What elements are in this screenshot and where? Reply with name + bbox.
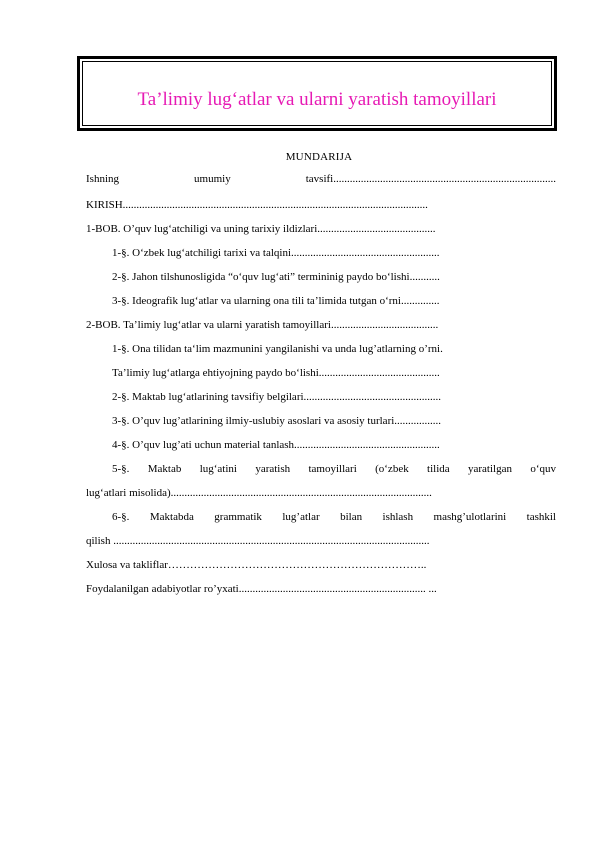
toc-line-3: 1-BOB. O’quv lug‘atchiligi va uning tarixiy ildizlari........................................... — [86, 223, 436, 235]
toc-line-8: 1-§. Ona tilidan ta‘lim mazmunini yangilanishi va unda lug’atlarning o’rni. — [112, 343, 443, 355]
title-box — [77, 56, 557, 131]
toc-line-10: 2-§. Maktab lug‘atlarining tavsifiy belgilari.................................................. — [112, 391, 442, 403]
toc-line-1: Ishning umumiy tavsifi................................................................................. — [86, 173, 556, 185]
toc-line-4: 1-§. O‘zbek lug‘atchiligi tarixi va talqini...................................................... — [112, 247, 440, 259]
toc-line-5: 2-§. Jahon tilshunosligida “o‘quv lug‘ati” termininig paydo bo‘lishi........... — [112, 271, 440, 283]
toc-line-11: 3-§. O’quv lug’atlarining ilmiy-uslubiy asoslari va asosiy turlari................. — [112, 415, 442, 427]
toc-line-12: 4-§. O’quv lug’ati uchun material tanlash..................................................... — [112, 439, 440, 451]
toc-heading: MUNDARIJA — [285, 151, 353, 163]
toc-line-13: 5-§. Maktab lug‘atini yaratish tamoyillari (o‘zbek tilida yaratilgan o‘quv — [112, 463, 556, 475]
toc-line-9: Ta’limiy lug‘atlarga ehtiyojning paydo bo‘lishi............................................ — [112, 367, 440, 379]
toc-line-2: KIRISH............................................................................................................... — [86, 199, 428, 211]
toc-line-15: 6-§. Maktabda grammatik lug’atlar bilan ishlash mashg’ulotlarini tashkil — [112, 511, 556, 523]
toc-line-7: 2-BOB. Ta’limiy lug‘atlar va ularni yaratish tamoyillari....................................... — [86, 319, 439, 331]
document-title: Ta’limiy lug‘atlar va ularni yaratish tamoyillari — [137, 89, 497, 110]
toc-line-18: Foydalanilgan adabiyotlar ro’yxati.................................................................... ... — [86, 583, 437, 595]
toc-line-16: qilish ................................................................................................................... — [86, 535, 430, 547]
toc-line-17: Xulosa va takliflar…………………………………………………………….. — [86, 559, 427, 571]
toc-line-14: lug‘atlari misolida)............................................................................................... — [86, 487, 432, 499]
toc-line-6: 3-§. Ideografik lug‘atlar va ularning ona tili ta’limida tutgan o‘rni.............. — [112, 295, 440, 307]
